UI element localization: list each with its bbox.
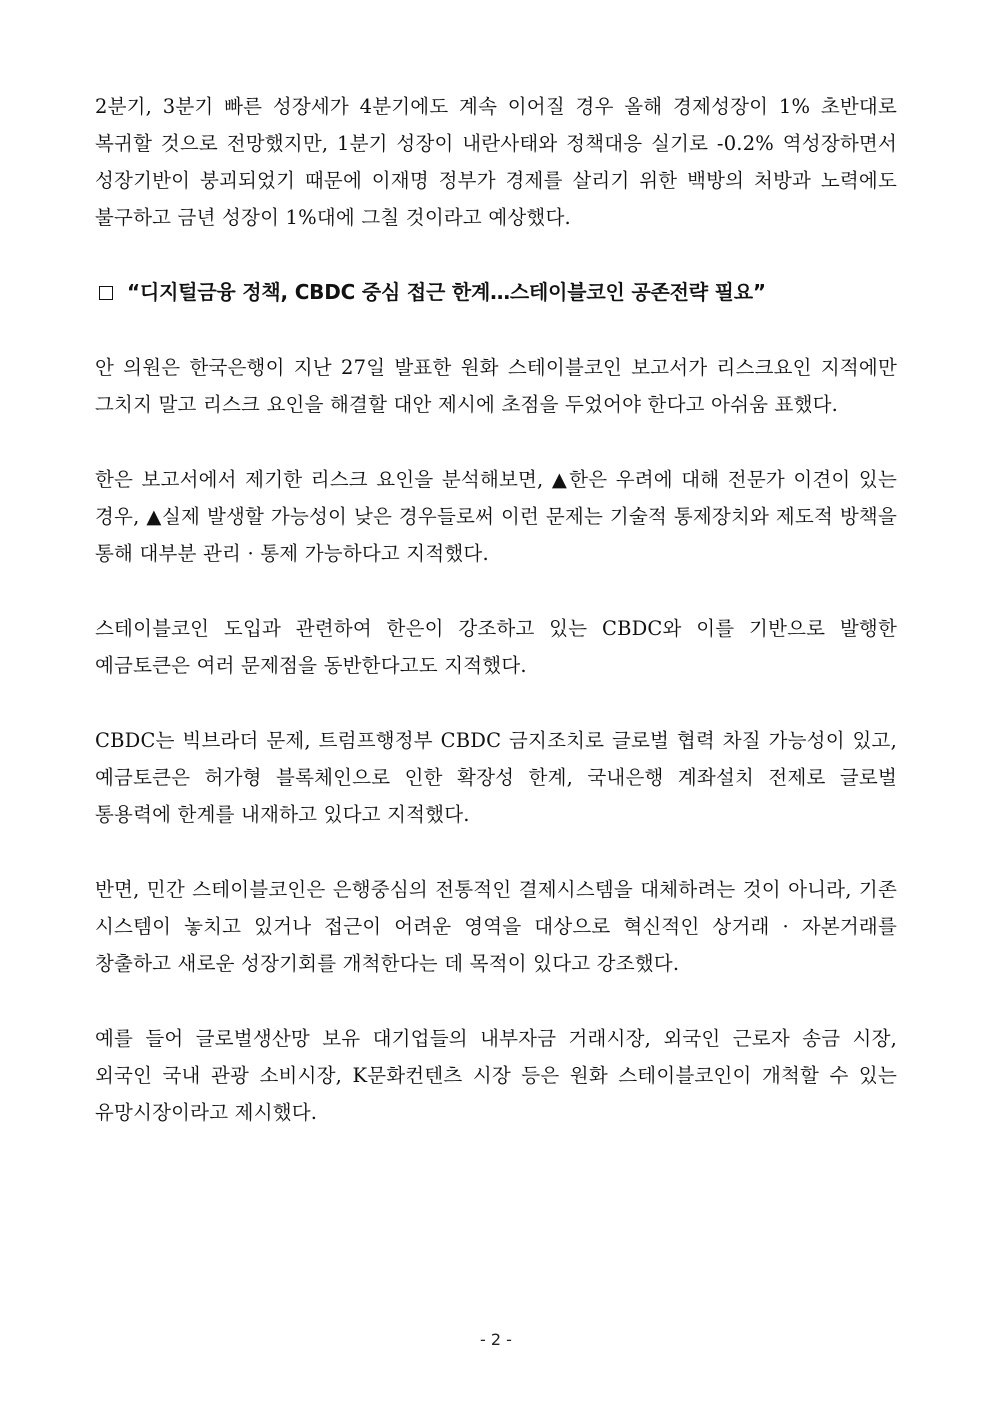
paragraph-bok-report: 안 의원은 한국은행이 지난 27일 발표한 원화 스테이블코인 보고서가 리스크요인 지적에만 그치지 말고 리스크 요인을 해결할 대안 제시에 초점을 두었어야 한다고 아쉬움 표했다. [95, 356, 897, 416]
paragraph-cbdc-issues: 스테이블코인 도입과 관련하여 한은이 강조하고 있는 CBDC와 이를 기반으로 발행한 예금토큰은 여러 문제점을 동반한다고도 지적했다. [95, 617, 897, 677]
section-heading-text: “디지털금융 정책, CBDC 중심 접근 한계…스테이블코인 공존전략 필요” [127, 280, 766, 304]
square-bullet-icon [99, 286, 113, 300]
section-heading [95, 274, 897, 311]
paragraph-promising-markets: 예를 들어 글로벌생산망 보유 대기업들의 내부자금 거래시장, 외국인 근로자 송금 시장, 외국인 국내 관광 소비시장, K문화컨텐츠 시장 등은 원화 스테이블코인이 개척할 수 있는 유망시장이라고 제시했다. [95, 1027, 897, 1124]
paragraph-stablecoin-purpose: 반면, 민간 스테이블코인은 은행중심의 전통적인 결제시스템을 대체하려는 것이 아니라, 기존 시스템이 놓치고 있거나 접근이 어려운 영역을 대상으로 혁신적인 상거래 · 자본거래를 창출하고 새로운 성장기회를 개척한다는 데 목적이 있다고 강조했다. [95, 878, 897, 975]
paragraph-risk-analysis: 한은 보고서에서 제기한 리스크 요인을 분석해보면, ▲한은 우려에 대해 전문가 이견이 있는 경우, ▲실제 발생할 가능성이 낮은 경우들로써 이런 문제는 기술적 통제장치와 제도적 방책을 통해 대부분 관리 · 통제 가능하다고 지적했다. [95, 468, 897, 565]
document-page [95, 88, 897, 1131]
page-number: - 2 - [480, 1330, 512, 1349]
paragraph-growth-forecast: 2분기, 3분기 빠른 성장세가 4분기에도 계속 이어질 경우 올해 경제성장이 1% 초반대로 복귀할 것으로 전망했지만, 1분기 성장이 내란사태와 정책대응 실기로 -0.2% 역성장하면서 성장기반이 붕괴되었기 때문에 이재명 정부가 경제를 살리기 위한 백방의 처방과 노력에도 불구하고 금년 성장이 1%대에 그칠 것이라고 예상했다. [95, 95, 897, 229]
paragraph-cbdc-limits: CBDC는 빅브라더 문제, 트럼프행정부 CBDC 금지조치로 글로벌 협력 차질 가능성이 있고, 예금토큰은 허가형 블록체인으로 인한 확장성 한계, 국내은행 계좌설치 전제로 글로벌 통용력에 한계를 내재하고 있다고 지적했다. [95, 729, 897, 826]
